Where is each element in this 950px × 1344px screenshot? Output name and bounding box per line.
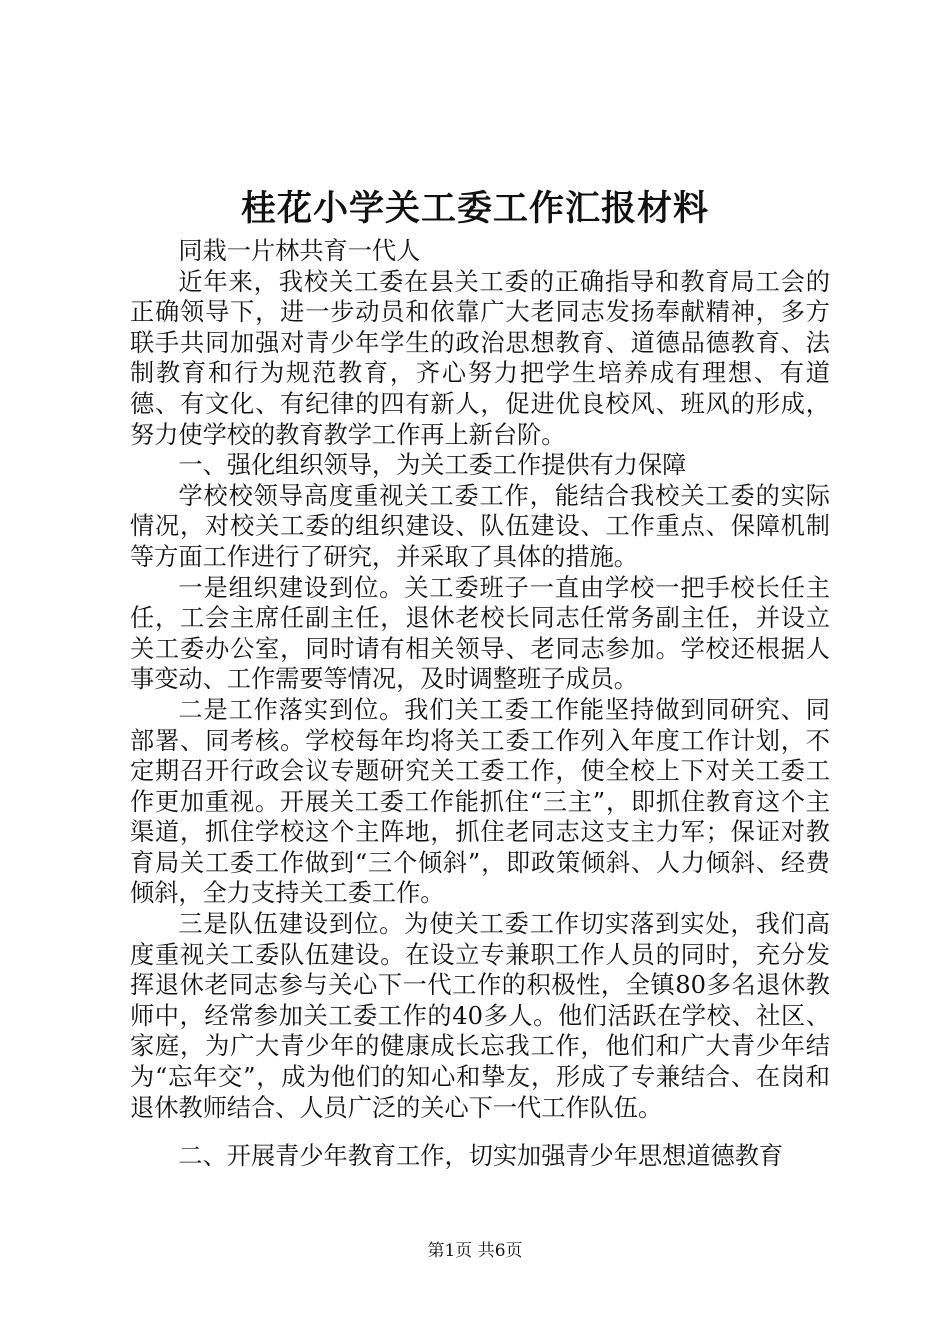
body-paragraph: 学校校领导高度重视关工委工作，能结合我校关工委的实际情况，对校关工委的组织建设、队伍建设、工作重点、保障机制等方面工作进行了研究，并采取了具体的措施。 <box>130 481 830 571</box>
intro-paragraph: 近年来，我校关工委在县关工委的正确指导和教育局工会的正确领导下，进一步动员和依靠广大老同志发扬奉献精神，多方联手共同加强对青少年学生的政治思想教育、道德品德教育、法制教育和行为规范教育，齐心努力把学生培养成有理想、有道德、有文化、有纪律的四有新人，促进优良校风、班风的形成，努力使学校的教育教学工作再上新台阶。 <box>130 267 830 449</box>
document-body <box>130 236 830 1172</box>
section-heading-2: 二、开展青少年教育工作，切实加强青少年思想道德教育 <box>178 1142 784 1171</box>
section-heading-1: 一、强化组织领导，为关工委工作提供有力保障 <box>178 451 687 480</box>
body-paragraph: 一是组织建设到位。关工委班子一直由学校一把手校长任主任，工会主席任副主任，退休老校长同志任常务副主任，并设立关工委办公室，同时请有相关领导、老同志参加。学校还根据人事变动、工作需要等情况，及时调整班子成员。 <box>130 573 830 694</box>
document-title: 桂花小学关工委工作汇报材料 <box>240 188 709 229</box>
body-paragraph: 三是队伍建设到位。为使关工委工作切实落到实处，我们高度重视关工委队伍建设。在设立专兼职工作人员的同时，充分发挥退休老同志参与关心下一代工作的积极性，全镇80多名退休教师中，经常参加关工委工作的40多人。他们活跃在学校、社区、家庭，为广大青少年的健康成长忘我工作，他们和广大青少年结为“忘年交”，成为他们的知心和挚友，形成了专兼结合、在岗和退休教师结合、人员广泛的关心下一代工作队伍。 <box>130 910 830 1122</box>
body-paragraph: 二是工作落实到位。我们关工委工作能坚持做到同研究、同部署、同考核。学校每年均将关工委工作列入年度工作计划，不定期召开行政会议专题研究关工委工作，使全校上下对关工委工作更加重视。开展关工委工作能抓住“三主”，即抓住教育这个主渠道，抓住学校这个主阵地，抓住老同志这支主力军；保证对教育局关工委工作做到“三个倾斜”，即政策倾斜、人力倾斜、经费倾斜，全力支持关工委工作。 <box>130 695 830 908</box>
page-number-footer: 第1页 共6页 <box>427 1241 523 1261</box>
subtitle-paragraph: 同栽一片林共育一代人 <box>178 237 421 265</box>
